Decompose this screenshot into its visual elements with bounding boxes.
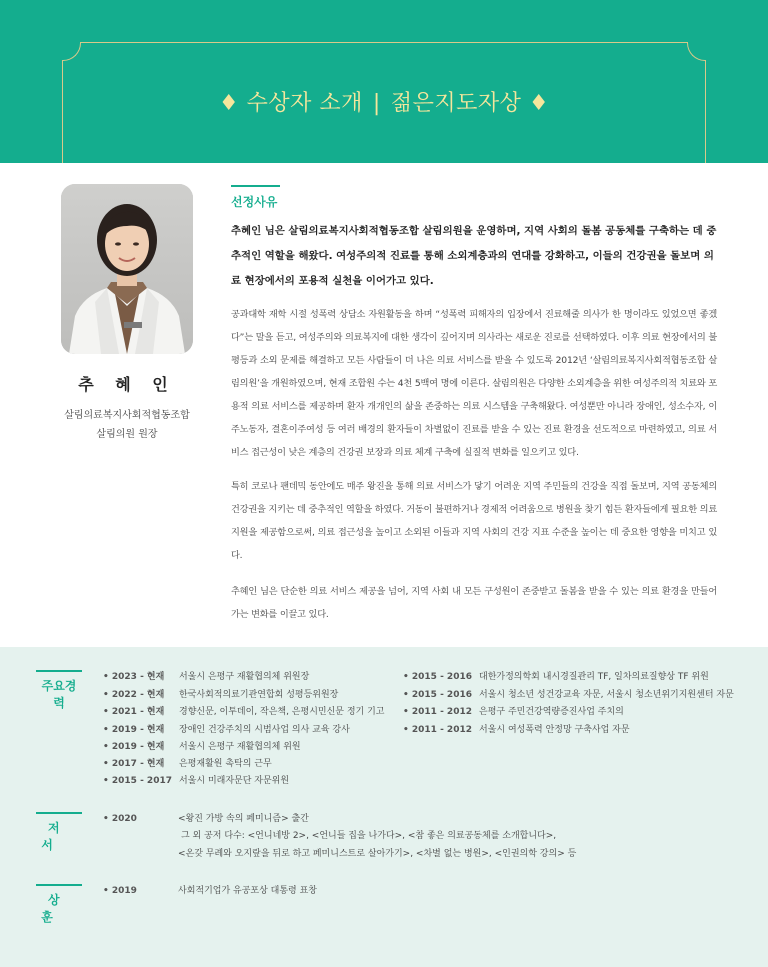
portrait-image bbox=[61, 184, 193, 354]
career-year: • 2011 - 2012 bbox=[403, 707, 472, 717]
career-year: • 2017 - 현재 bbox=[103, 759, 165, 769]
career-year: • 2019 - 현재 bbox=[103, 742, 165, 752]
career-year: • 2021 - 현재 bbox=[103, 707, 165, 717]
title-separator: | bbox=[372, 91, 381, 116]
career-year: • 2015 - 2017 bbox=[103, 776, 172, 786]
career-text: 은평재활원 촉탁의 근무 bbox=[179, 759, 272, 769]
books-line-1: <왕진 가방 속의 페미니즘> 출간 bbox=[178, 814, 309, 824]
career-text: 장애인 건강주치의 시범사업 의사 교육 강사 bbox=[179, 725, 350, 735]
section-label-reason: 선정사유 bbox=[231, 185, 280, 210]
reason-paragraph-3: 추혜인 님은 단순한 의료 서비스 제공을 넘어, 지역 사회 내 모든 구성원이 존중받고 돌봄을 받을 수 있는 의료 환경을 만들어가는 변화를 이끌고 있다. bbox=[231, 586, 717, 620]
books-line-3: <온갖 무례와 오지랖을 뒤로 하고 페미니스트로 살아가기>, <차별 없는 병원>, <인권의학 강의> 등 bbox=[178, 849, 577, 859]
recipient-affiliation bbox=[30, 406, 224, 444]
career-text: 은평구 주민건강역량증진사업 주치의 bbox=[479, 707, 624, 717]
reason-paragraph-2: 특히 코로나 팬데믹 동안에도 매주 왕진을 통해 의료 서비스가 닿기 어려운 지역 주민들의 건강을 직접 돌보며, 지역 공동체의 건강권을 지키는 데 중추적인 역할을 하였다. 거동이 불편하거나 경제적 어려움으로 병원을 찾기 힘든 환자들에게 필요한 의료 지원을 제공함으로써, 의료 접근성을 높이고 소외된 이들과 지역 사회의 건강 지표 수준을 높이는 데 중요한 영향을 미치고 있다. bbox=[231, 481, 717, 561]
affiliation-org: 살림의료복지사회적협동조합 bbox=[64, 410, 190, 421]
header-banner bbox=[0, 0, 768, 163]
section-label-awards: 상훈 bbox=[36, 884, 82, 925]
reason-lead-paragraph: 추혜인 님은 살림의료복지사회적협동조합 살림의원을 운영하며, 지역 사회의 돌봄 공동체를 구축하는 데 중추적인 역할을 해왔다. 여성주의적 진료를 통해 소외계층과의 연대를 강화하고, 이들의 건강권을 돌보며 의료 현장에서의 포용적 실천을 이어가고 있다. bbox=[231, 225, 717, 287]
career-text: 서울시 은평구 재활협의체 위원장 bbox=[179, 672, 310, 682]
awards-text: 사회적기업가 유공포상 대통령 표창 bbox=[178, 886, 317, 896]
diamond-icon: ♦ bbox=[218, 91, 240, 116]
career-text: 대한가정의학회 내시경질관리 TF, 일차의료질향상 TF 위원 bbox=[479, 672, 709, 682]
title-part-b: 젊은지도자상 bbox=[390, 91, 522, 116]
career-year: • 2023 - 현재 bbox=[103, 672, 165, 682]
recipient-name: 추 혜 인 bbox=[78, 375, 176, 394]
career-text: 서울시 은평구 재활협의체 위원 bbox=[179, 742, 301, 752]
career-year: • 2022 - 현재 bbox=[103, 690, 165, 700]
career-text: 서울시 미래자문단 자문위원 bbox=[179, 776, 290, 786]
diamond-icon: ♦ bbox=[528, 91, 550, 116]
affiliation-title: 살림의원 원장 bbox=[96, 429, 158, 440]
career-text: 서울시 여성폭력 안정망 구축사업 자문 bbox=[479, 725, 630, 735]
awards-year: • 2019 bbox=[103, 886, 137, 896]
career-year: • 2019 - 현재 bbox=[103, 725, 165, 735]
title-part-a: 수상자 소개 bbox=[246, 91, 363, 116]
section-label-books: 저서 bbox=[36, 812, 82, 853]
career-text: 한국사회적의료기관연합회 성평등위원장 bbox=[179, 690, 339, 700]
books-line-2: 그 외 공저 다수: <언니네방 2>, <언니들 집을 나가다>, <참 좋은 의료공동체를 소개합니다>, bbox=[181, 831, 557, 841]
reason-paragraph-1: 공과대학 재학 시절 성폭력 상담소 자원활동을 하며 “성폭력 피해자의 입장에서 진료해줄 의사가 한 명이라도 있었으면 좋겠다”는 말을 듣고, 여성주의와 의료복지에 대한 생각이 깊어지며 의사라는 새로운 진로를 선택하였다. 이후 의료 현장에서의 불평등과 소외 문제를 해결하고 모든 사람들이 더 나은 의료 서비스를 받을 수 있도록 2012년 ‘살림의료복지사회적협동조합 살림의원’을 개원하였으며, 현재 조합원 수는 4천 5백여 명에 이른다. 살림의원은 다양한 소외계층을 위한 여성주의적 치료와 포용적 의료 서비스를 제공하며 환자 개개인의 삶을 존중하는 의료 시스템을 구축해왔다. 여성뿐만 아니라 장애인, 성소수자, 이주노동자, 결혼이주여성 등 여러 배경의 환자들이 차별없이 진료를 받을 수 있는 진료 환경을 선도적으로 마련하였고, 의료 서비스 접근성이 낮은 계층의 건강권 보장과 의료 체계 구축에 실질적 변화를 일으키고 있다. bbox=[231, 309, 717, 458]
books-year: • 2020 bbox=[103, 814, 137, 824]
career-text: 경향신문, 이투데이, 작은책, 은평시민신문 정기 기고 bbox=[179, 707, 385, 717]
career-year: • 2015 - 2016 bbox=[403, 690, 472, 700]
career-text: 서울시 청소년 성건강교육 자문, 서울시 청소년위기지원센터 자문 bbox=[479, 690, 734, 700]
career-year: • 2015 - 2016 bbox=[403, 672, 472, 682]
career-year: • 2011 - 2012 bbox=[403, 725, 472, 735]
page-title bbox=[0, 86, 768, 117]
profile-photo bbox=[61, 184, 193, 354]
section-label-career: 주요경력 bbox=[36, 670, 82, 711]
